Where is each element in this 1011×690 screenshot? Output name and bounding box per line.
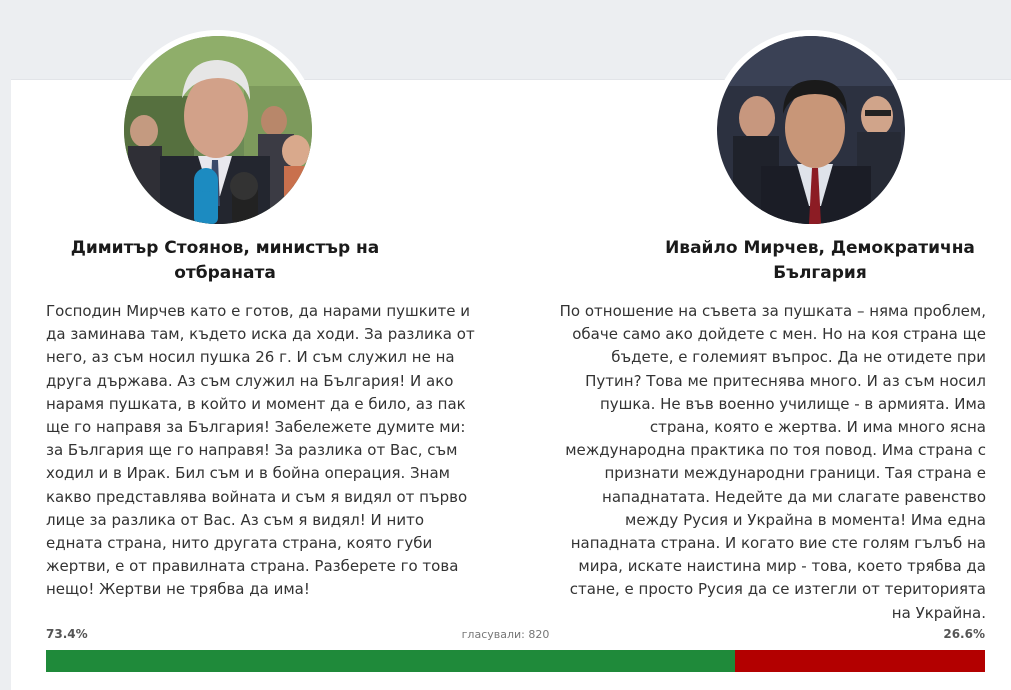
votes-count: гласували: 820 — [461, 628, 550, 641]
right-avatar — [711, 30, 911, 230]
vote-bar[interactable] — [46, 650, 985, 672]
right-speaker-name-line2: България — [773, 263, 867, 283]
left-speaker-name-line1: Димитър Стоянов, министър на — [70, 238, 380, 258]
left-avatar — [118, 30, 318, 230]
right-portrait-photo — [717, 36, 905, 224]
right-speaker-name — [650, 236, 990, 286]
vote-bar-left-segment[interactable] — [46, 650, 735, 672]
left-portrait-photo — [124, 36, 312, 224]
vote-bar-right-segment[interactable] — [735, 650, 985, 672]
right-quote: По отношение на съвета за пушката – няма проблем, обаче само ако дойдете с мен. Но на коя страна ще бъдете, е големият въпрос. Да не отидете при Путин? Това ме притеснява много. И аз съм носил пушка. Не във военно училище - в армията. Има страна, която е жертва. И има много ясна международна практика по тоя повод. Има страна с признати международни граници. Тая страна е нападнатата. Недейте да ми слагате равенство между Русия и Украйна в момента! Има една нападната страна. И когато вие сте голям гълъб на мира, искате наистина мир - това, което трябва да стане, е просто Русия да се изтегли от територията на Украйна. — [559, 302, 986, 622]
left-speaker-name-line2: отбраната — [174, 263, 276, 283]
left-quote: Господин Мирчев като е готов, да нарами пушките и да заминава там, където иска да ходи. За разлика от него, аз съм носил пушка 26 г. И съм служил не на друга държава. Аз съм служил на България! И ако нарамя пушката, в който и момент да е било, аз пак ще го направя за България! Забележете думите ми: за България ще го направя! За разлика от Вас, съм ходил и в Ирак. Бил съм и в бойна операция. Знам какво представлява войната и съм я видял от първо лице за разлика от Вас. Аз съм я видял! И нито едната страна, нито другата страна, която губи жертви, е от правилната страна. Разберете го това нещо! Жертви не трябва да има! — [46, 302, 475, 599]
left-percent: 73.4% — [46, 627, 88, 641]
right-percent: 26.6% — [943, 627, 985, 641]
right-speaker-name-line1: Ивайло Мирчев, Демократична — [665, 238, 975, 258]
left-speaker-name — [60, 236, 390, 286]
